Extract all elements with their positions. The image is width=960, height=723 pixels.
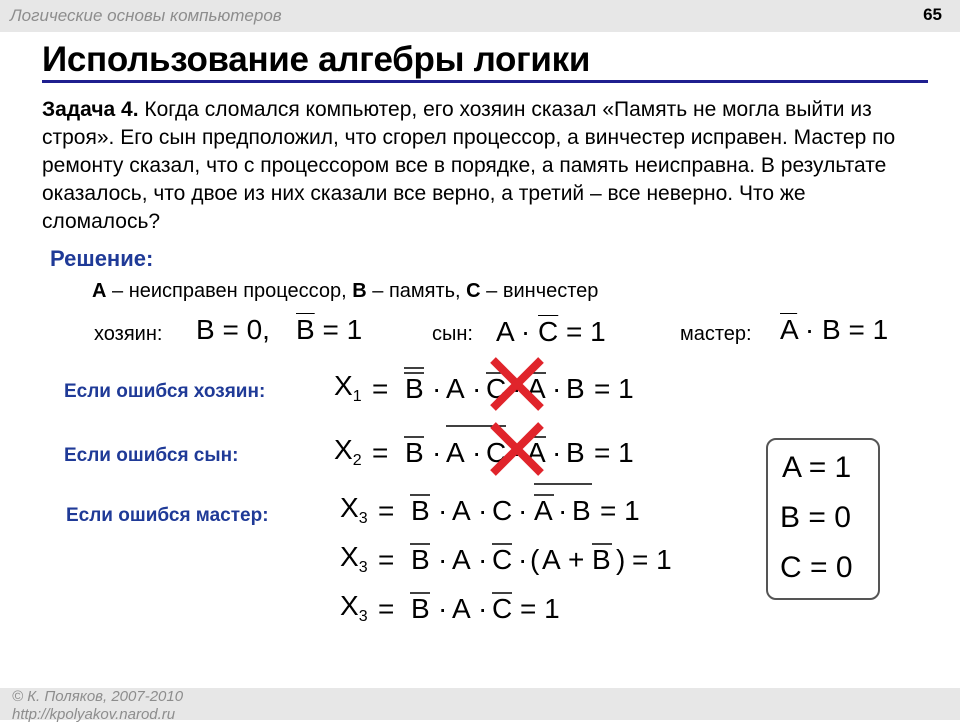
svg-text:C: C — [486, 373, 507, 404]
owner-label: хозяин: — [94, 323, 163, 345]
result-a: A = 1 — [782, 451, 852, 484]
svg-text:B: B — [572, 495, 591, 526]
case-son-equation — [334, 434, 634, 470]
case-owner-label: Если ошибся хозяин: — [64, 381, 266, 402]
svg-text:): ) — [616, 544, 626, 575]
svg-text:=: = — [378, 544, 395, 575]
svg-text:C: C — [492, 544, 513, 575]
svg-text:·: · — [438, 544, 448, 575]
svg-text:B: B — [405, 373, 424, 404]
x3-formula-3 — [378, 586, 618, 626]
svg-text:A: A — [534, 495, 553, 526]
header-title: Логические основы компьютеров — [10, 6, 282, 25]
owner-equation-1: B = 0, — [196, 314, 270, 345]
def-c-text: – винчестер — [480, 280, 599, 302]
cross-icon — [488, 420, 546, 478]
svg-text:·: · — [518, 544, 528, 575]
variable-definitions — [92, 280, 598, 303]
svg-text:B: B — [592, 544, 611, 575]
def-a-letter: A — [92, 280, 107, 302]
svg-text:A: A — [527, 373, 546, 404]
svg-text:·: · — [478, 495, 488, 526]
title-underline — [42, 80, 928, 83]
svg-text:= 1: = 1 — [594, 437, 634, 468]
slide-title: Использование алгебры логики — [42, 40, 591, 79]
son-equation — [496, 316, 606, 348]
svg-text:A: A — [446, 437, 465, 468]
owner-eq2-rest: = 1 — [314, 314, 363, 345]
footer-url[interactable]: http://kpolyakov.narod.ru — [12, 706, 176, 723]
svg-text:·: · — [478, 593, 488, 624]
svg-text:+: + — [568, 544, 585, 575]
svg-text:·: · — [432, 437, 442, 468]
case-owner-equation — [334, 370, 634, 406]
x3-sub-2: 3 — [358, 559, 368, 576]
x3-var-2: X — [340, 541, 359, 572]
x3-sub-3: 3 — [358, 608, 368, 625]
solution-heading: Решение: — [50, 246, 154, 271]
x3-var-3: X — [340, 590, 359, 621]
svg-text:B: B — [411, 495, 430, 526]
svg-text:·: · — [472, 437, 482, 468]
svg-text:C: C — [486, 437, 507, 468]
x1-var: X — [334, 370, 353, 401]
svg-text:·: · — [552, 437, 562, 468]
svg-text:= 1: = 1 — [600, 495, 640, 526]
svg-text:·: · — [432, 373, 442, 404]
svg-text:A: A — [452, 495, 471, 526]
case-master-equation-1 — [340, 492, 640, 528]
svg-text:A: A — [452, 593, 471, 624]
svg-text:B: B — [411, 593, 430, 624]
x3-var: X — [340, 492, 359, 523]
footer-copyright: © К. Поляков, 2007-2010 — [12, 688, 184, 705]
son-eq-a: A · — [496, 316, 539, 347]
svg-text:A: A — [527, 437, 546, 468]
result-b: B = 0 — [780, 501, 851, 534]
svg-text:·: · — [472, 373, 482, 404]
svg-text:= 1: = 1 — [520, 593, 560, 624]
son-eq-rest: = 1 — [558, 316, 606, 347]
owner-eq2-var: $\overline{B}$ — [296, 314, 315, 345]
master-eq-rest: · B = 1 — [797, 314, 889, 345]
svg-text:(: ( — [530, 544, 540, 575]
cross-icon — [488, 355, 546, 413]
def-a-text: – неисправен процессор, — [106, 280, 353, 302]
task-text — [42, 96, 922, 236]
x3-formula-2 — [378, 537, 698, 577]
master-equation — [780, 314, 888, 346]
svg-text:= 1: = 1 — [594, 373, 634, 404]
svg-text:A: A — [542, 544, 561, 575]
x3-formula-1 — [378, 488, 678, 528]
svg-text:=: = — [372, 373, 389, 404]
master-eq-a: $\overline{A}$ — [780, 314, 798, 345]
svg-text:·: · — [478, 544, 488, 575]
x1-sub: 1 — [352, 388, 362, 405]
x2-var: X — [334, 434, 353, 465]
svg-text:C: C — [492, 593, 513, 624]
case-son-label: Если ошибся сын: — [64, 445, 239, 466]
son-eq-c: $\overline{C}$ — [538, 316, 559, 347]
result-c: C = 0 — [780, 551, 853, 584]
def-b-letter: B — [352, 280, 367, 302]
svg-text:B: B — [405, 437, 424, 468]
svg-text:·: · — [438, 495, 448, 526]
case-master-equation-2 — [340, 541, 672, 577]
svg-text:A: A — [446, 373, 465, 404]
master-label: мастер: — [680, 323, 752, 345]
page-number: 65 — [923, 5, 942, 24]
case-master-equation-3 — [340, 590, 560, 626]
def-c-letter: C — [466, 280, 481, 302]
svg-text:C: C — [492, 495, 513, 526]
x3-sub: 3 — [358, 510, 368, 527]
svg-text:B: B — [411, 544, 430, 575]
task-label: Задача 4. — [42, 98, 139, 121]
svg-text:B: B — [566, 437, 585, 468]
def-b-text: – память, — [366, 280, 467, 302]
case-master-label: Если ошибся мастер: — [66, 505, 269, 526]
x2-sub: 2 — [352, 452, 362, 469]
svg-text:A: A — [452, 544, 471, 575]
svg-text:·: · — [558, 495, 568, 526]
svg-text:B: B — [566, 373, 585, 404]
svg-text:·: · — [552, 373, 562, 404]
svg-text:=: = — [378, 495, 395, 526]
son-label: сын: — [432, 323, 473, 345]
task-body: Когда сломался компьютер, его хозяин сказал «Память не могла выйти из строя». Его сын предположил, что сгорел процессор, а винчестер исправен. Мастер по ремонту сказал, что с процессором все в порядке, а память неисправна. В результате оказалось, что двое из них сказали все верно, а третий – все неверно. Что же сломалось? — [42, 98, 896, 233]
svg-text:·: · — [438, 593, 448, 624]
svg-text:=: = — [372, 437, 389, 468]
owner-equation-2 — [296, 314, 362, 346]
svg-text:·: · — [518, 495, 528, 526]
svg-text:= 1: = 1 — [632, 544, 672, 575]
svg-text:=: = — [378, 593, 395, 624]
